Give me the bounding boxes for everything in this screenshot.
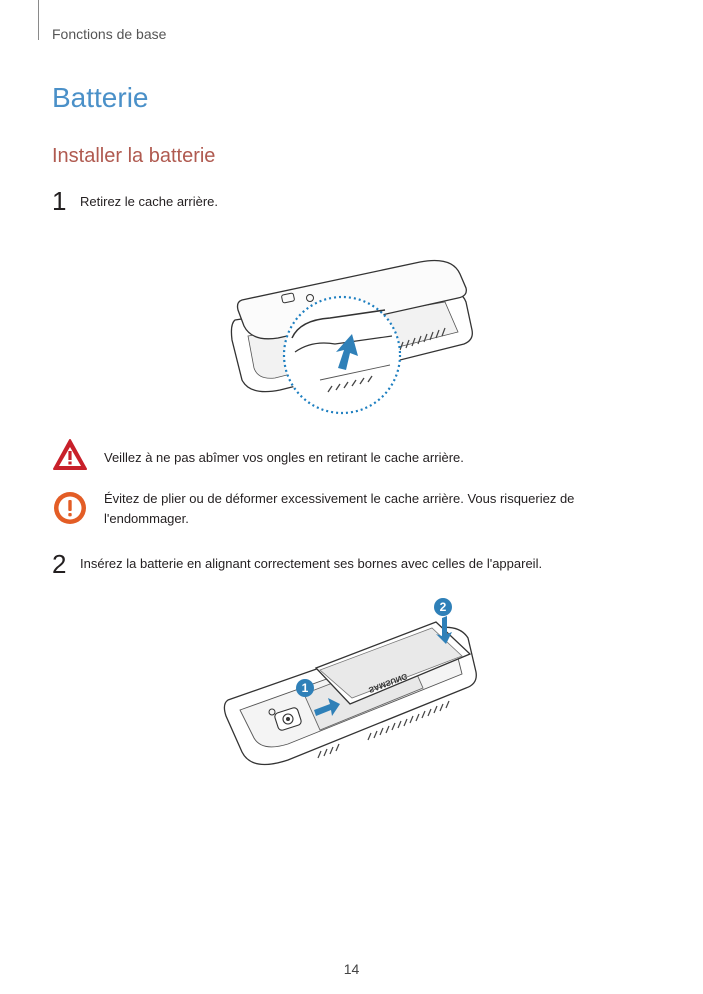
step-1-text: Retirez le cache arrière. xyxy=(80,194,218,209)
step-2-number: 2 xyxy=(52,549,67,579)
page-title: Batterie xyxy=(52,82,149,113)
section-subtitle: Installer la batterie xyxy=(52,145,216,167)
step-2-text: Insérez la batterie en alignant correctement ses bornes avec celles de l'appareil. xyxy=(80,556,543,571)
warning-note-text: Veillez à ne pas abîmer vos ongles en retirant le cache arrière. xyxy=(104,450,464,465)
caution-circle-icon xyxy=(53,491,87,525)
section-header: Fonctions de base xyxy=(52,26,167,42)
page-number: 14 xyxy=(343,961,360,977)
callout-1-label: 1 xyxy=(301,681,309,695)
insert-battery-illustration xyxy=(218,592,478,782)
step-1-number: 1 xyxy=(52,186,67,216)
remove-back-cover-illustration xyxy=(220,240,490,430)
header-side-rule xyxy=(38,0,39,40)
callout-2-badge xyxy=(434,598,452,616)
callout-1-badge xyxy=(296,679,314,697)
caution-note-text: Évitez de plier ou de déformer excessivement le cache arrière. Vous risqueriez de l'endommager. xyxy=(104,491,575,526)
battery-brand-label: SAMSUNG xyxy=(367,671,409,695)
callout-2-label: 2 xyxy=(439,600,447,614)
warning-triangle-icon xyxy=(53,438,87,472)
